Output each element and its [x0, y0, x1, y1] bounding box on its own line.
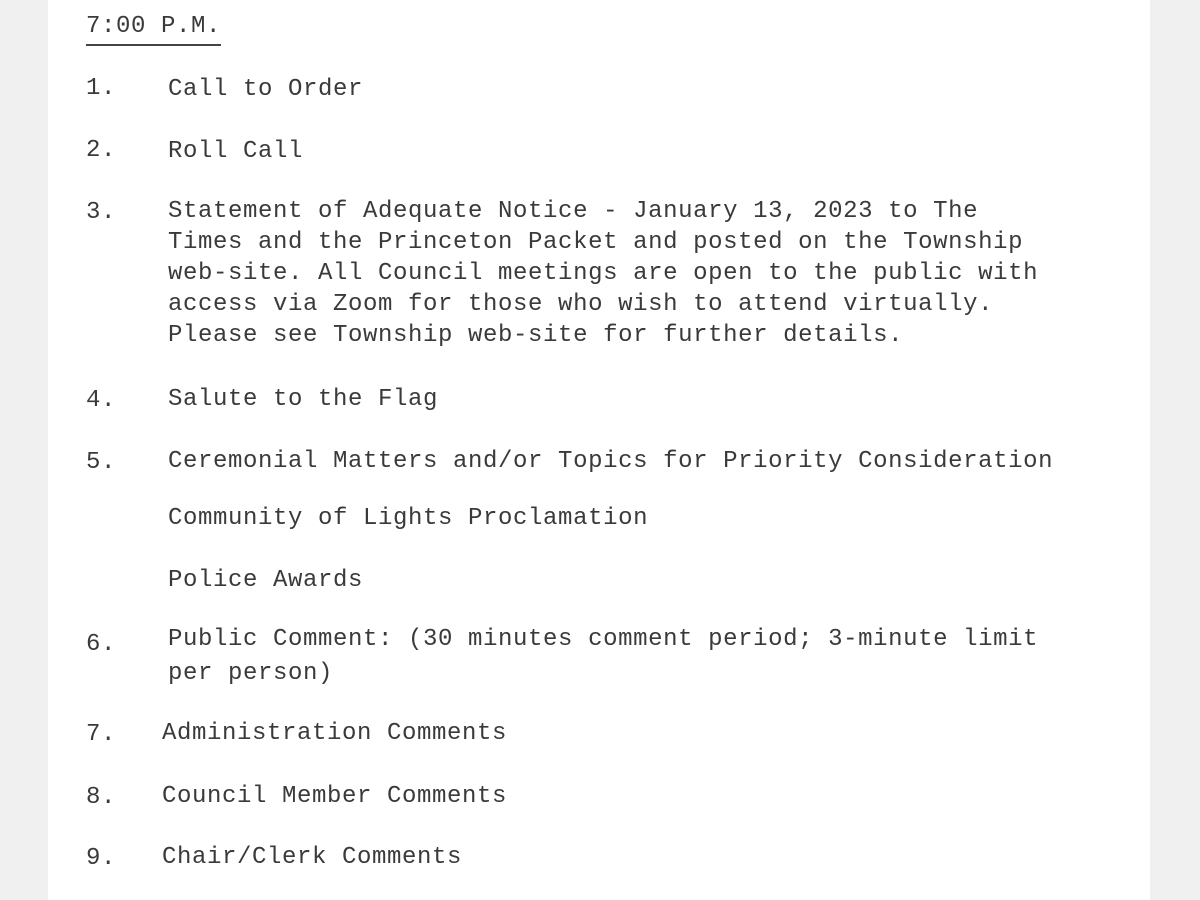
agenda-item-text-line: access via Zoom for those who wish to attend virtually. — [168, 291, 994, 318]
agenda-subitem-police-awards: Police Awards — [168, 567, 364, 594]
agenda-item-number: 4. — [86, 387, 117, 414]
agenda-item-text-line: per person) — [168, 660, 334, 687]
agenda-item-text-line: Public Comment: (30 minutes comment period; 3-minute limit — [168, 626, 1039, 653]
agenda-item-text-line: Please see Township web-site for further details. — [168, 322, 904, 349]
agenda-item-number: 6. — [86, 631, 117, 658]
agenda-item-text-line: Statement of Adequate Notice - January 13, 2023 to The — [168, 198, 979, 225]
agenda-item-text: Call to Order — [168, 76, 364, 103]
agenda-subitem-proclamation: Community of Lights Proclamation — [168, 505, 649, 532]
agenda-item-number: 5. — [86, 449, 117, 476]
agenda-item-text-line: Times and the Princeton Packet and posted on the Township — [168, 229, 1024, 256]
agenda-item-number: 7. — [86, 721, 117, 748]
agenda-document — [48, 0, 1150, 900]
agenda-item-text: Roll Call — [168, 138, 304, 165]
agenda-item-text-line: web-site. All Council meetings are open to the public with — [168, 260, 1039, 287]
meeting-time: 7:00 P.M. — [86, 12, 221, 46]
agenda-item-text: Council Member Comments — [162, 783, 508, 810]
document-page — [48, 0, 1150, 900]
agenda-item-number: 8. — [86, 784, 117, 811]
agenda-item-number: 1. — [86, 75, 117, 102]
agenda-item-text: Administration Comments — [162, 720, 508, 747]
agenda-item-text: Chair/Clerk Comments — [162, 844, 463, 871]
agenda-item-number: 3. — [86, 199, 117, 226]
agenda-item-number: 9. — [86, 845, 117, 872]
agenda-item-text: Salute to the Flag — [168, 386, 439, 413]
agenda-item-text: Ceremonial Matters and/or Topics for Priority Consideration — [168, 448, 1054, 475]
agenda-item-number: 2. — [86, 137, 117, 164]
